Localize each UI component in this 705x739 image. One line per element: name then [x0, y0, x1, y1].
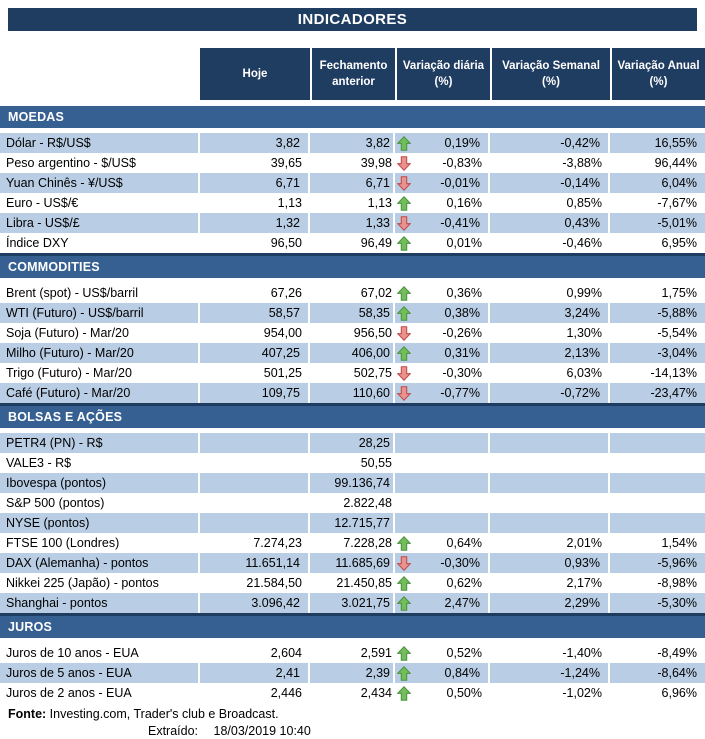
cell-label: DAX (Alemanha) - pontos: [0, 553, 200, 573]
cell-annual-variation: -7,67%: [657, 196, 697, 210]
cell-annual-variation: -5,96%: [610, 553, 705, 573]
cell-daily-variation: [395, 363, 490, 383]
cell-prev-close: 1,13: [367, 196, 392, 210]
cell-daily-variation: [395, 513, 490, 533]
footer: [0, 707, 705, 738]
cell-label: Milho (Futuro) - Mar/20: [0, 343, 200, 363]
cell-label: WTI (Futuro) - US$/barril: [0, 303, 200, 323]
cell-weekly-variation: [490, 433, 610, 453]
cell-label: Café (Futuro) - Mar/20: [0, 383, 200, 403]
cell-prev-close: 99.136,74: [310, 473, 395, 493]
cell-annual-variation: 16,55%: [610, 133, 705, 153]
table-row: [0, 193, 705, 213]
cell-daily-variation: [395, 593, 490, 613]
cell-weekly-variation: 2,01%: [566, 536, 602, 550]
section-header-commodities: COMMODITIES: [0, 253, 705, 278]
cell-annual-variation: 1,54%: [661, 536, 697, 550]
cell-today: 2,41: [200, 663, 310, 683]
cell-weekly-variation: -0,46%: [562, 236, 602, 250]
daily-variation-value: 0,31%: [444, 346, 480, 360]
cell-today: [200, 493, 310, 513]
cell-prev-close: 406,00: [310, 343, 395, 363]
cell-daily-variation: [395, 213, 490, 233]
cell-weekly-variation: 0,43%: [490, 213, 610, 233]
cell-today: [200, 453, 310, 473]
cell-today: 96,50: [270, 236, 302, 250]
cell-label: Juros de 2 anos - EUA: [6, 686, 132, 700]
cell-today: 7.274,23: [253, 536, 302, 550]
cell-label: FTSE 100 (Londres): [6, 536, 120, 550]
cell-daily-variation: [395, 643, 490, 663]
cell-today: 3.096,42: [200, 593, 310, 613]
cell-prev-close: 58,35: [310, 303, 395, 323]
arrow-up-icon: [397, 576, 412, 591]
table-row: [0, 173, 705, 193]
cell-annual-variation: 96,44%: [654, 156, 697, 170]
cell-prev-close: 2,39: [310, 663, 395, 683]
daily-variation-value: 0,84%: [444, 666, 480, 680]
cell-today: 954,00: [263, 326, 302, 340]
table-row: [0, 233, 705, 253]
table-row: [0, 213, 705, 233]
cell-annual-variation: 6,04%: [610, 173, 705, 193]
cell-annual-variation: -5,88%: [610, 303, 705, 323]
cell-weekly-variation: 2,29%: [490, 593, 610, 613]
column-header-hoje: Hoje: [200, 48, 310, 100]
cell-today: 3,82: [200, 133, 310, 153]
cell-today: 58,57: [200, 303, 310, 323]
table-row: [0, 643, 705, 663]
cell-daily-variation: [395, 283, 490, 303]
cell-daily-variation: [395, 573, 490, 593]
arrow-up-icon: [397, 286, 412, 301]
arrow-down-icon: [397, 326, 412, 341]
cell-today: 39,65: [270, 156, 302, 170]
table-header-row: [200, 48, 705, 100]
cell-weekly-variation: [490, 473, 610, 493]
cell-weekly-variation: -1,40%: [562, 646, 602, 660]
column-header-variacao-semanal: Variação Semanal (%): [490, 48, 610, 100]
table-row: [0, 323, 705, 343]
daily-variation-value: 0,38%: [444, 306, 480, 320]
arrow-up-icon: [397, 666, 412, 681]
cell-annual-variation: [610, 513, 705, 533]
cell-label: Brent (spot) - US$/barril: [6, 286, 138, 300]
table-row: [0, 493, 705, 513]
cell-weekly-variation: [490, 513, 610, 533]
cell-today: 501,25: [263, 366, 302, 380]
arrow-up-icon: [397, 536, 412, 551]
cell-label: Juros de 10 anos - EUA: [6, 646, 139, 660]
daily-variation-value: 0,62%: [446, 576, 482, 590]
cell-weekly-variation: [490, 493, 610, 513]
section-header-bolsas-e-a-es: BOLSAS E AÇÕES: [0, 403, 705, 428]
arrow-up-icon: [397, 646, 412, 661]
table-row: [0, 303, 705, 323]
table-row: [0, 683, 705, 703]
cell-label: Shanghai - pontos: [0, 593, 200, 613]
cell-daily-variation: [395, 433, 490, 453]
cell-annual-variation: -23,47%: [610, 383, 705, 403]
cell-daily-variation: [395, 133, 490, 153]
report-title: INDICADORES: [297, 11, 408, 28]
cell-today: [200, 513, 310, 533]
table-row: [0, 343, 705, 363]
cell-prev-close: 96,49: [360, 236, 392, 250]
cell-today: 2,604: [270, 646, 302, 660]
cell-weekly-variation: 0,93%: [490, 553, 610, 573]
cell-annual-variation: 1,75%: [661, 286, 697, 300]
cell-weekly-variation: 1,30%: [566, 326, 602, 340]
cell-weekly-variation: -0,14%: [490, 173, 610, 193]
report-title-bar: [8, 8, 697, 31]
cell-daily-variation: [395, 343, 490, 363]
arrow-down-icon: [397, 216, 412, 231]
arrow-up-icon: [397, 346, 412, 361]
cell-prev-close: 502,75: [353, 366, 392, 380]
cell-prev-close: 50,55: [360, 456, 392, 470]
table-row: [0, 433, 705, 453]
cell-label: PETR4 (PN) - R$: [0, 433, 200, 453]
cell-prev-close: 1,33: [310, 213, 395, 233]
cell-label: Dólar - R$/US$: [0, 133, 200, 153]
daily-variation-value: 0,01%: [446, 236, 482, 250]
cell-prev-close: 28,25: [310, 433, 395, 453]
arrow-down-icon: [397, 156, 412, 171]
table-row: [0, 473, 705, 493]
arrow-up-icon: [397, 596, 412, 611]
cell-weekly-variation: 0,85%: [566, 196, 602, 210]
cell-prev-close: 7.228,28: [343, 536, 392, 550]
arrow-up-icon: [397, 306, 412, 321]
cell-annual-variation: [610, 453, 705, 473]
cell-label: Libra - US$/£: [0, 213, 200, 233]
daily-variation-value: 2,47%: [444, 596, 480, 610]
cell-today: 1,13: [277, 196, 302, 210]
cell-annual-variation: -5,01%: [610, 213, 705, 233]
cell-today: 6,71: [200, 173, 310, 193]
cell-label: Yuan Chinês - ¥/US$: [0, 173, 200, 193]
arrow-down-icon: [397, 176, 412, 191]
table-row: [0, 593, 705, 613]
source-line: [0, 707, 705, 721]
arrow-up-icon: [397, 196, 412, 211]
daily-variation-value: -0,30%: [442, 366, 482, 380]
cell-today: 67,26: [270, 286, 302, 300]
cell-prev-close: 12.715,77: [310, 513, 395, 533]
cell-label: Peso argentino - $/US$: [6, 156, 136, 170]
cell-weekly-variation: 2,17%: [566, 576, 602, 590]
cell-daily-variation: [395, 193, 490, 213]
cell-today: 109,75: [200, 383, 310, 403]
cell-label: NYSE (pontos): [0, 513, 200, 533]
daily-variation-value: 0,52%: [446, 646, 482, 660]
column-header-fechamento-anterior: Fechamento anterior: [310, 48, 395, 100]
table-row: [0, 133, 705, 153]
cell-weekly-variation: 6,03%: [566, 366, 602, 380]
cell-label: Ibovespa (pontos): [0, 473, 200, 493]
cell-weekly-variation: -1,24%: [490, 663, 610, 683]
daily-variation-value: 0,19%: [444, 136, 480, 150]
daily-variation-value: 0,50%: [446, 686, 482, 700]
cell-annual-variation: 6,95%: [661, 236, 697, 250]
cell-today: 407,25: [200, 343, 310, 363]
cell-annual-variation: -8,98%: [657, 576, 697, 590]
column-header-variacao-diaria: Variação diária (%): [395, 48, 490, 100]
table-row: [0, 573, 705, 593]
cell-annual-variation: [610, 473, 705, 493]
table-row: [0, 153, 705, 173]
extracted-line: [0, 724, 705, 738]
daily-variation-value: -0,83%: [442, 156, 482, 170]
cell-weekly-variation: -0,72%: [490, 383, 610, 403]
arrow-up-icon: [397, 136, 412, 151]
cell-annual-variation: -5,54%: [657, 326, 697, 340]
cell-daily-variation: [395, 453, 490, 473]
cell-annual-variation: -8,49%: [657, 646, 697, 660]
cell-today: [200, 473, 310, 493]
arrow-down-icon: [397, 386, 412, 401]
cell-daily-variation: [395, 383, 490, 403]
cell-prev-close: 2,591: [360, 646, 392, 660]
cell-label: Euro - US$/€: [6, 196, 79, 210]
table-row: [0, 453, 705, 473]
extracted-label: Extraído:: [148, 724, 199, 738]
cell-daily-variation: [395, 173, 490, 193]
cell-today: 11.651,14: [200, 553, 310, 573]
cell-label: Nikkei 225 (Japão) - pontos: [6, 576, 159, 590]
cell-label: S&P 500 (pontos): [6, 496, 105, 510]
cell-label: Trigo (Futuro) - Mar/20: [6, 366, 132, 380]
daily-variation-value: 0,64%: [446, 536, 482, 550]
cell-daily-variation: [395, 233, 490, 253]
daily-variation-value: 0,16%: [446, 196, 482, 210]
table-body: [0, 106, 705, 703]
cell-annual-variation: [610, 493, 705, 513]
cell-daily-variation: [395, 553, 490, 573]
cell-weekly-variation: [490, 453, 610, 473]
cell-daily-variation: [395, 303, 490, 323]
arrow-down-icon: [397, 366, 412, 381]
cell-daily-variation: [395, 493, 490, 513]
cell-prev-close: 110,60: [310, 383, 395, 403]
cell-prev-close: 3.021,75: [310, 593, 395, 613]
source-label: Fonte:: [8, 707, 47, 721]
cell-prev-close: 21.450,85: [336, 576, 392, 590]
cell-annual-variation: -8,64%: [610, 663, 705, 683]
daily-variation-value: -0,01%: [440, 176, 480, 190]
cell-weekly-variation: -3,88%: [562, 156, 602, 170]
cell-weekly-variation: 0,99%: [566, 286, 602, 300]
cell-today: 1,32: [200, 213, 310, 233]
table-row: [0, 383, 705, 403]
table-row: [0, 283, 705, 303]
cell-today: [200, 433, 310, 453]
cell-weekly-variation: -0,42%: [490, 133, 610, 153]
cell-label: Soja (Futuro) - Mar/20: [6, 326, 129, 340]
cell-label: Juros de 5 anos - EUA: [0, 663, 200, 683]
cell-prev-close: 2,434: [360, 686, 392, 700]
cell-daily-variation: [395, 533, 490, 553]
daily-variation-value: -0,30%: [440, 556, 480, 570]
cell-today: 2,446: [270, 686, 302, 700]
daily-variation-value: -0,41%: [440, 216, 480, 230]
cell-daily-variation: [395, 663, 490, 683]
section-header-moedas: MOEDAS: [0, 106, 705, 128]
cell-prev-close: 3,82: [310, 133, 395, 153]
extracted-timestamp: 18/03/2019 10:40: [213, 724, 311, 738]
cell-annual-variation: -14,13%: [650, 366, 697, 380]
cell-prev-close: 6,71: [310, 173, 395, 193]
arrow-up-icon: [397, 236, 412, 251]
table-row: [0, 533, 705, 553]
cell-today: 21.584,50: [246, 576, 302, 590]
cell-prev-close: 67,02: [360, 286, 392, 300]
cell-prev-close: 39,98: [360, 156, 392, 170]
daily-variation-value: -0,26%: [442, 326, 482, 340]
cell-label: VALE3 - R$: [6, 456, 72, 470]
cell-daily-variation: [395, 473, 490, 493]
section-header-juros: JUROS: [0, 613, 705, 638]
cell-weekly-variation: -1,02%: [562, 686, 602, 700]
daily-variation-value: 0,36%: [446, 286, 482, 300]
cell-prev-close: 956,50: [353, 326, 392, 340]
table-row: [0, 553, 705, 573]
cell-prev-close: 2.822,48: [343, 496, 392, 510]
cell-daily-variation: [395, 153, 490, 173]
cell-annual-variation: -5,30%: [610, 593, 705, 613]
arrow-down-icon: [397, 556, 412, 571]
cell-daily-variation: [395, 683, 490, 703]
cell-weekly-variation: 2,13%: [490, 343, 610, 363]
arrow-up-icon: [397, 686, 412, 701]
table-row: [0, 663, 705, 683]
cell-annual-variation: [610, 433, 705, 453]
source-text: Investing.com, Trader's club e Broadcast.: [49, 707, 279, 721]
cell-label: Índice DXY: [6, 236, 69, 250]
table-row: [0, 513, 705, 533]
cell-daily-variation: [395, 323, 490, 343]
daily-variation-value: -0,77%: [440, 386, 480, 400]
column-header-variacao-anual: Variação Anual (%): [610, 48, 705, 100]
cell-annual-variation: 6,96%: [661, 686, 697, 700]
cell-prev-close: 11.685,69: [310, 553, 395, 573]
cell-weekly-variation: 3,24%: [490, 303, 610, 323]
table-row: [0, 363, 705, 383]
cell-annual-variation: -3,04%: [610, 343, 705, 363]
